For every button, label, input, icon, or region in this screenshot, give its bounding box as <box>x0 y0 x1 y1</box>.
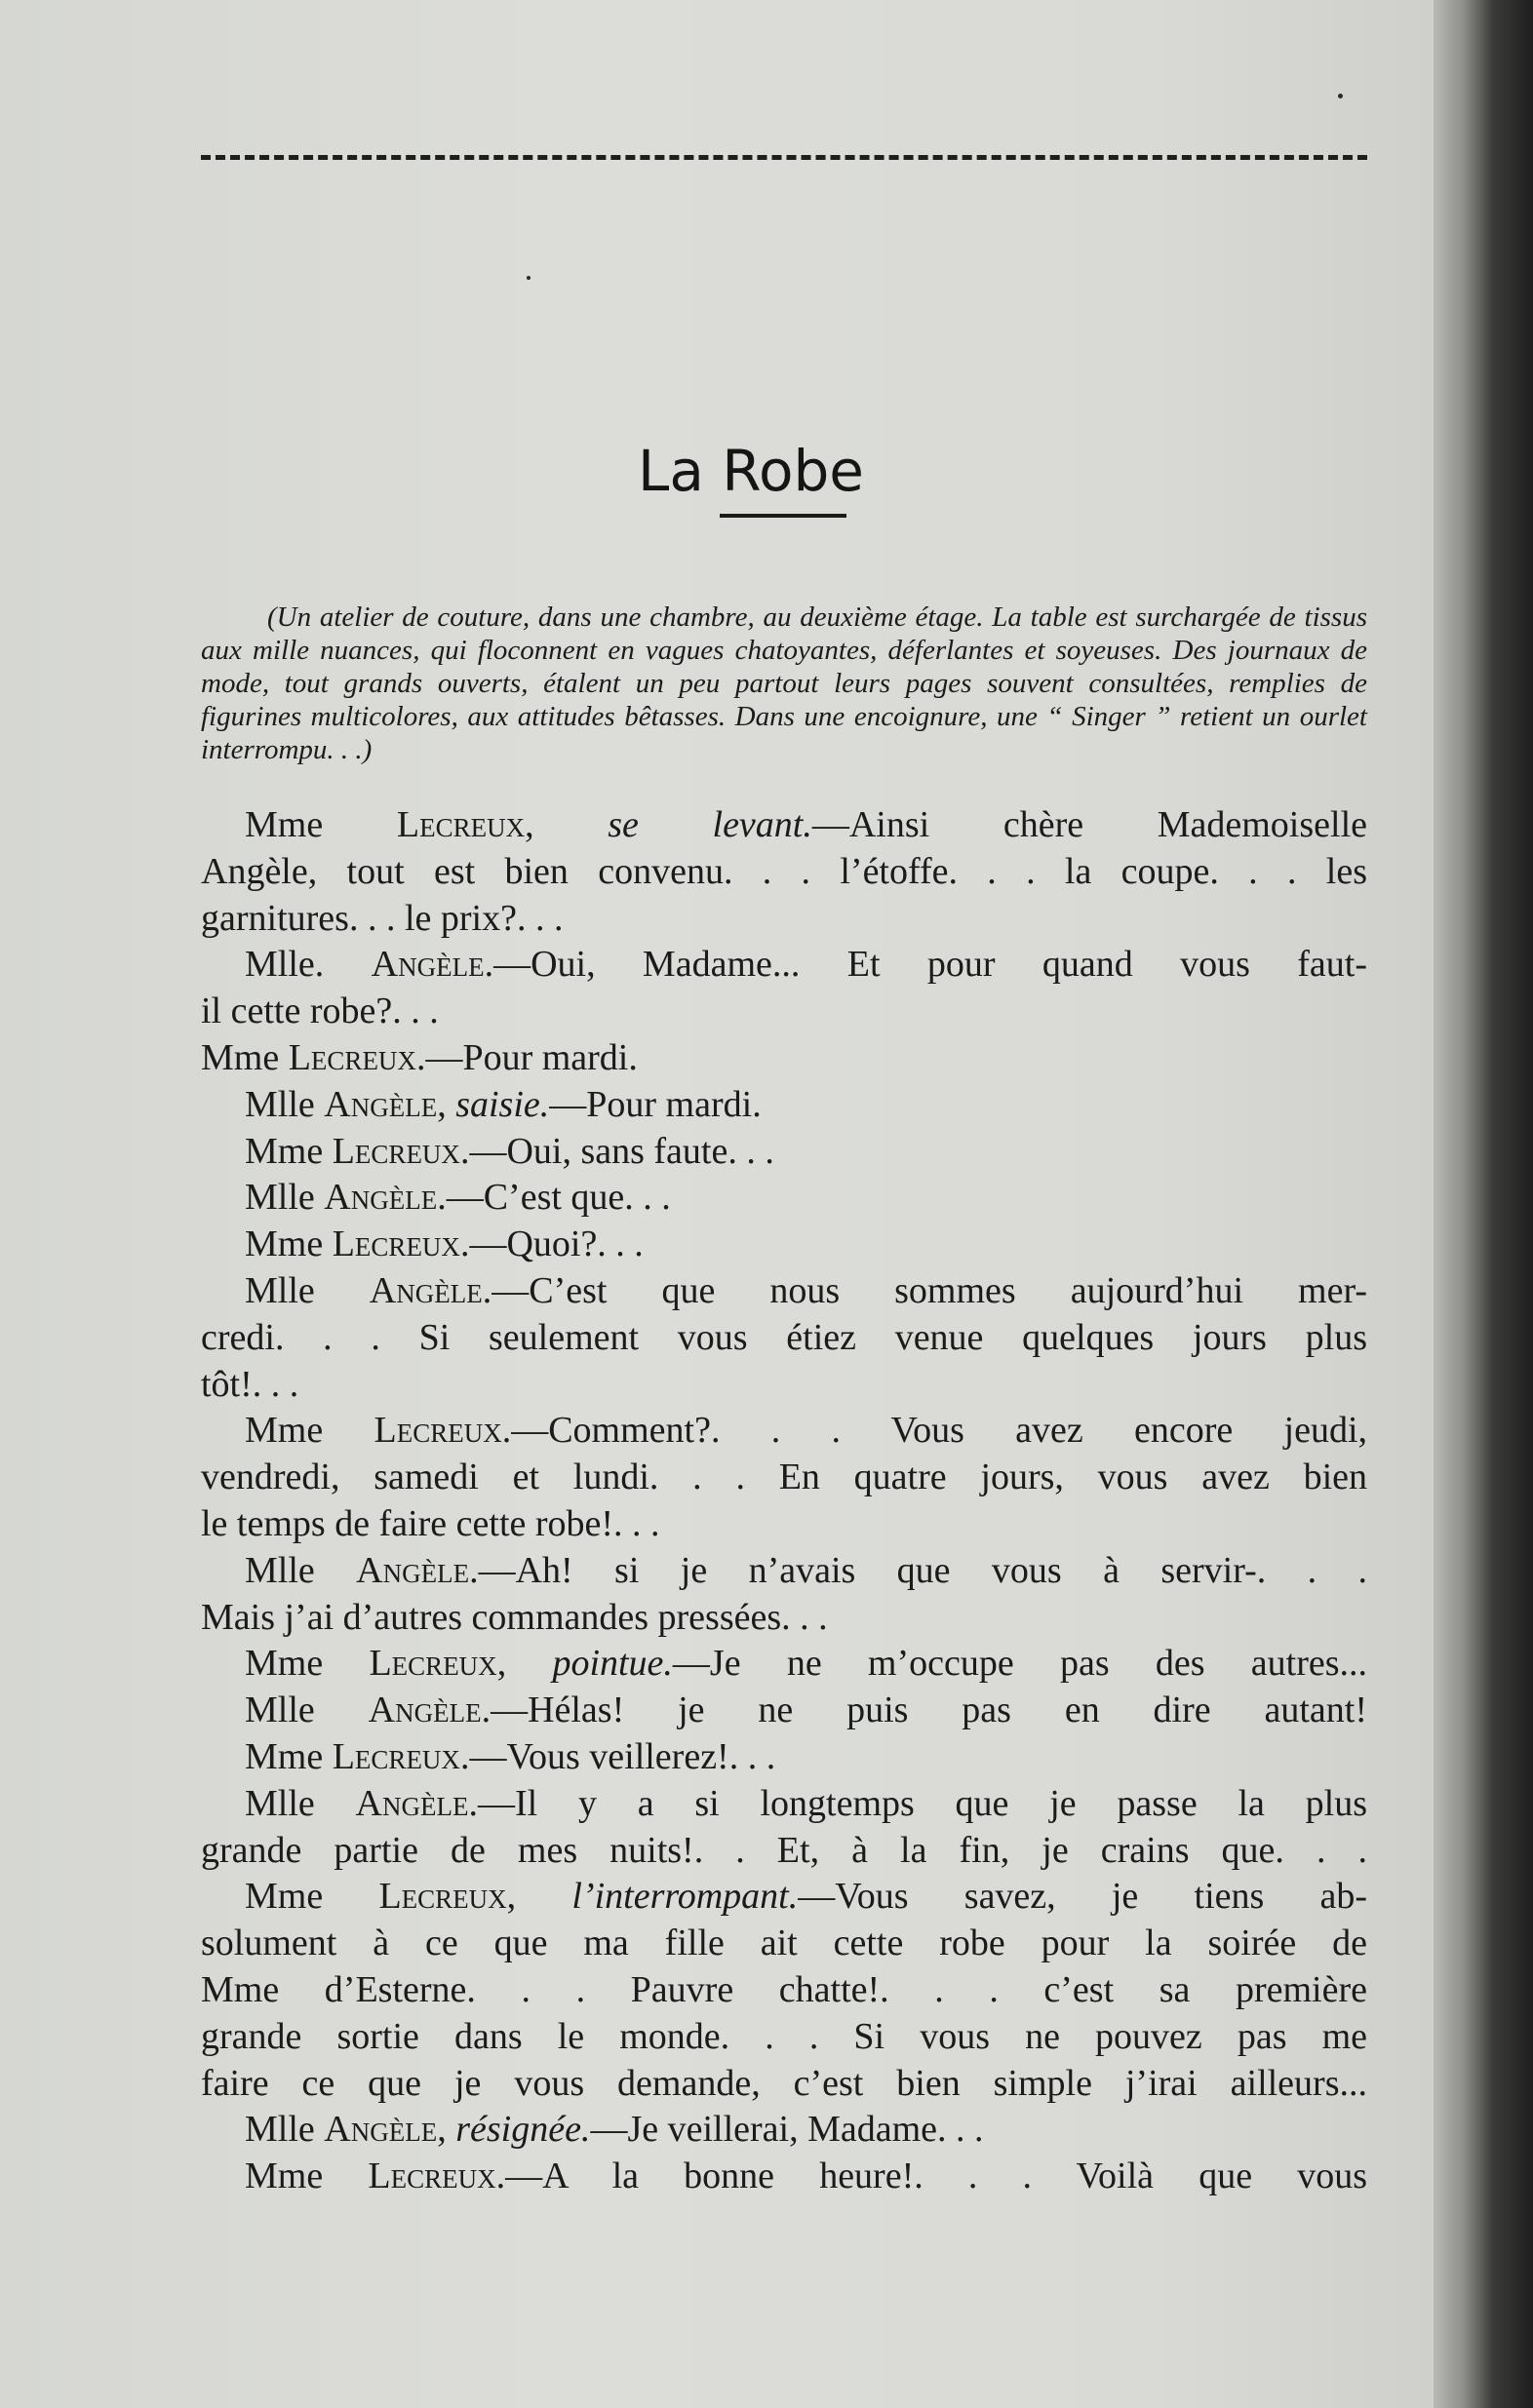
line-text: solument à ce que ma fille ait cette robe pour la soirée de <box>201 1923 1367 1964</box>
stage-cue: l’interrompant. <box>571 1876 799 1918</box>
line-text: —Pour mardi. <box>549 1083 762 1125</box>
line-text: Mlle <box>245 1269 370 1311</box>
line-text: —Je veillerai, Madame. . . <box>590 2109 984 2151</box>
line-text: , <box>496 1643 553 1685</box>
line-text: .—A la bonne heure!. . . Voilà que vous <box>495 2156 1367 2197</box>
line-text: , <box>437 2109 456 2151</box>
dialogue-line <box>201 1175 1367 1222</box>
line-text: , <box>525 804 609 845</box>
speaker-name: Angèle <box>324 1177 438 1219</box>
dialogue-line <box>201 1641 1367 1688</box>
line-text: Mme <box>201 1036 289 1078</box>
line-text: .—Vous veillerez!. . . <box>459 1735 776 1777</box>
dialogue-line <box>201 1082 1367 1129</box>
line-text: Mme <box>245 804 397 845</box>
speaker-name: Angèle <box>355 1782 469 1824</box>
line-text: credi. . . Si seulement vous étiez venue quelques jours plus <box>201 1316 1367 1358</box>
dialogue-line <box>201 2154 1367 2200</box>
dialogue-line <box>201 1734 1367 1781</box>
stage-cue: résignée. <box>455 2109 591 2151</box>
line-text: , <box>506 1876 572 1918</box>
line-text: Mme <box>245 1735 333 1777</box>
line-text: Mme d’Esterne. . . Pauvre chatte!. . . c’est sa première <box>201 1968 1367 2010</box>
speaker-name: Lecreux <box>332 1735 460 1777</box>
book-gutter <box>1434 0 1533 2408</box>
dialogue-line <box>201 1222 1367 1268</box>
line-text: le temps de faire cette robe!. . . <box>201 1502 660 1544</box>
line-text: vendredi, samedi et lundi. . . En quatre jours, vous avez bien <box>201 1456 1367 1498</box>
stage-cue: pointue. <box>552 1643 673 1685</box>
speaker-name: Angèle <box>356 1549 470 1591</box>
dialogue-line <box>201 1828 1367 1875</box>
line-text: Mlle <box>245 1782 356 1824</box>
dialogue-line <box>201 1455 1367 1501</box>
dialogue-line <box>201 2014 1367 2061</box>
line-text: Mlle <box>245 2109 325 2151</box>
line-text: .—C’est que nous sommes aujourd’hui mer- <box>482 1269 1367 1311</box>
speaker-name: Lecreux <box>332 1223 460 1265</box>
speaker-name: Angèle <box>371 944 485 986</box>
dialogue-line <box>201 1408 1367 1455</box>
speaker-name: Lecreux <box>288 1036 416 1078</box>
speaker-name: Lecreux <box>396 804 526 845</box>
dialogue-line <box>201 2061 1367 2108</box>
dialogue-line <box>201 1921 1367 1967</box>
dialogue-line <box>201 1781 1367 1828</box>
speck <box>1338 94 1343 98</box>
dialogue-line <box>201 2107 1367 2154</box>
dialogue-line <box>201 942 1367 989</box>
dialogue-line <box>201 1501 1367 1548</box>
dialogue-line <box>201 849 1367 896</box>
dialogue-line <box>201 1967 1367 2014</box>
line-text: .—Pour mardi. <box>415 1036 638 1078</box>
line-text: Mme <box>245 1223 333 1265</box>
speaker-name: Lecreux <box>378 1876 507 1918</box>
line-text: garnitures. . . le prix?. . . <box>201 897 564 939</box>
line-text: .—Il y a si longtemps que je passe la plus <box>468 1782 1367 1824</box>
line-text: Mais j’ai d’autres commandes pressées. . . <box>201 1596 828 1638</box>
dialogue-line <box>201 896 1367 943</box>
dialogue-line <box>201 989 1367 1035</box>
header-rule <box>201 155 1367 160</box>
line-text: Mme <box>245 1643 370 1685</box>
dialogue-line <box>201 1688 1367 1734</box>
dialogue-line <box>201 1874 1367 1921</box>
line-text: .—Oui, Madame... Et pour quand vous faut- <box>484 944 1367 986</box>
speaker-name: Lecreux <box>369 1643 497 1685</box>
stage-cue: se levant. <box>608 804 812 845</box>
line-text: Mlle <box>245 1177 325 1219</box>
dialogue-line <box>201 1315 1367 1362</box>
line-text: Mme <box>245 1876 379 1918</box>
dialogue-line <box>201 1268 1367 1315</box>
line-text: tôt!. . . <box>201 1363 299 1405</box>
dialogue-body <box>201 802 1367 2200</box>
speaker-name: Angèle <box>369 1269 483 1311</box>
stage-cue: saisie. <box>455 1083 550 1125</box>
dialogue-line <box>201 1595 1367 1642</box>
speaker-name: Lecreux <box>368 2156 496 2197</box>
line-text: Mlle <box>245 1689 369 1731</box>
line-text: .—Ah! si je n’avais que vous à servir-. . . <box>469 1549 1367 1591</box>
line-text: Mlle. <box>245 944 372 986</box>
line-text: faire ce que je vous demande, c’est bien simple j’irai ailleurs... <box>201 2062 1367 2104</box>
stage-direction: (Un atelier de couture, dans une chambre, au deuxième étage. La table est surchargée de tissus aux mille nuances, qui floconnent en vagues chatoyantes, déferlantes et soyeuses. Des journaux de mode, tout grands ouverts, étalent un peu partout leurs pages souvent consultées, remplies de figurines multicolores, aux attitudes bêtasses. Dans une encoignure, une “ Singer ” retient un ourlet interrompu. . .) <box>201 602 1367 765</box>
line-text: Mme <box>245 1410 374 1452</box>
line-text: Mme <box>245 2156 369 2197</box>
line-text: .—C’est que. . . <box>437 1177 671 1219</box>
speaker-name: Lecreux <box>373 1410 502 1452</box>
dialogue-line <box>201 1548 1367 1595</box>
line-text: —Ainsi chère Mademoiselle <box>811 804 1367 845</box>
line-text: , <box>437 1083 456 1125</box>
speaker-name: Angèle <box>324 1083 438 1125</box>
speck <box>527 276 531 280</box>
line-text: il cette robe?. . . <box>201 990 439 1032</box>
speaker-name: Lecreux <box>332 1130 460 1172</box>
page-title: La Robe <box>638 437 864 504</box>
line-text: .—Oui, sans faute. . . <box>459 1130 774 1172</box>
line-text: grande sortie dans le monde. . . Si vous ne pouvez pas me <box>201 2015 1367 2057</box>
line-text: Mlle <box>245 1549 357 1591</box>
line-text: Angèle, tout est bien convenu. . . l’étoffe. . . la coupe. . . les <box>201 850 1367 892</box>
line-text: —Je ne m’occupe pas des autres... <box>672 1643 1367 1685</box>
dialogue-line <box>201 1129 1367 1176</box>
speaker-name: Angèle <box>324 2109 438 2151</box>
line-text: .—Hélas! je ne puis pas en dire autant! <box>481 1689 1367 1731</box>
speaker-name: Angèle <box>368 1689 482 1731</box>
line-text: —Vous savez, je tiens ab- <box>798 1876 1367 1918</box>
title-underline <box>720 514 846 518</box>
line-text: .—Quoi?. . . <box>459 1223 644 1265</box>
line-text: Mme <box>245 1130 333 1172</box>
dialogue-line <box>201 1362 1367 1409</box>
line-text: Mlle <box>245 1083 325 1125</box>
dialogue-line <box>201 1035 1367 1082</box>
line-text: .—Comment?. . . Vous avez encore jeudi, <box>501 1410 1367 1452</box>
dialogue-line <box>201 802 1367 849</box>
line-text: grande partie de mes nuits!. . Et, à la fin, je crains que. . . <box>201 1829 1367 1871</box>
